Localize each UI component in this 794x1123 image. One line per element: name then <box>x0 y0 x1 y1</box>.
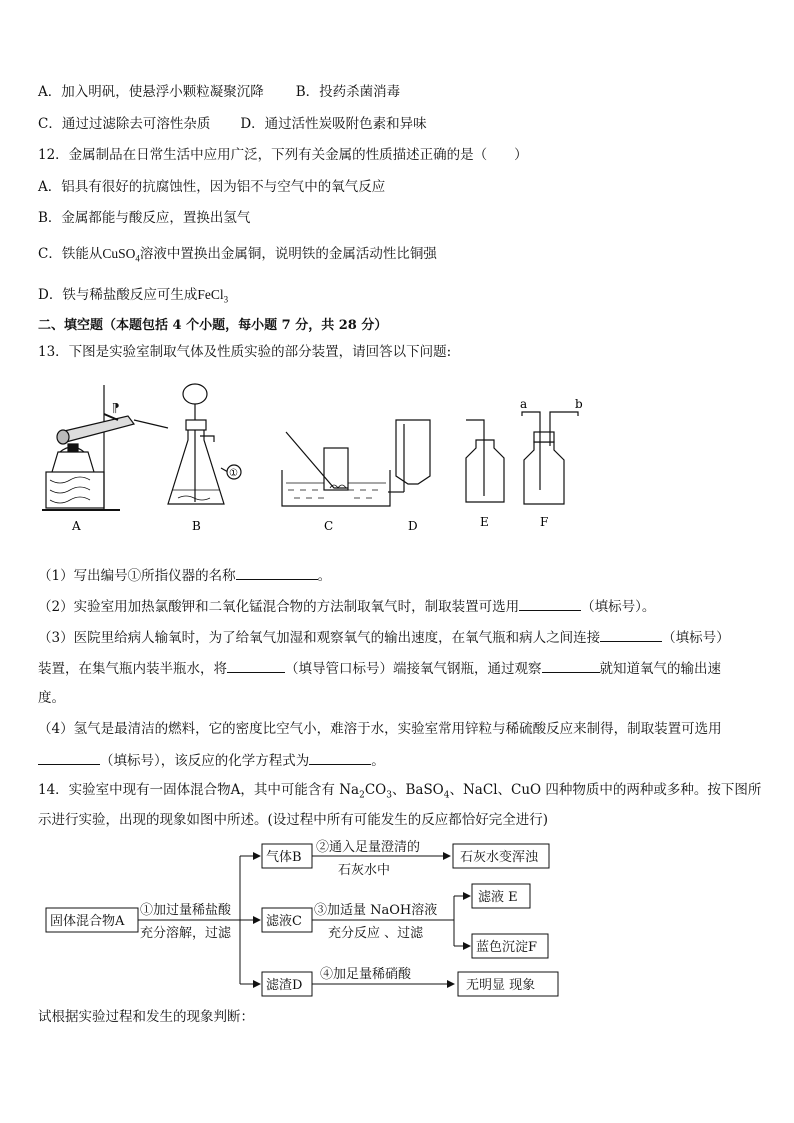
step4-label: ④加足量稀硝酸 <box>320 967 412 982</box>
q12-stem: 12．金属制品在日常生活中应用广泛，下列有关金属的性质描述正确的是（ ） <box>38 147 528 163</box>
label-f: F <box>540 515 549 529</box>
port-b: b <box>575 397 583 411</box>
q12-option-d: D．铁与稀盐酸反应可生成FeCl$_3$ <box>38 287 229 305</box>
apparatus-f <box>522 412 578 504</box>
q11-options-cd <box>38 115 427 133</box>
fecl3-formula: FeCl$_3$ <box>197 287 229 305</box>
flow-residue: 滤渣D <box>266 978 303 993</box>
q14-stem-line1: 14．实验室中现有一固体混合物A，其中可能含有 $Na_2CO_3$、BaSO$_4$、NaCl、CuO 四种物质中的两种或多种。按下图所 <box>38 782 762 801</box>
step2-label-2: 石灰水中 <box>338 863 391 878</box>
q13-part1: （1）写出编号①所指仪器的名称 。 <box>38 565 331 585</box>
q12-option-b: B．金属都能与酸反应，置换出氢气 <box>38 210 251 226</box>
marker-1: ① <box>229 468 238 479</box>
q13-part3-end: 度。 <box>38 690 65 706</box>
flow-gas: 气体B <box>266 850 302 865</box>
apparatus-e <box>466 420 504 502</box>
answer-blank[interactable] <box>38 750 100 765</box>
q12-option-a: A．铝具有很好的抗腐蚀性，因为铝不与空气中的氧气反应 <box>38 179 386 195</box>
q13-part3: （3）医院里给病人输氧时，为了给氧气加湿和观察氧气的输出速度，在氧气瓶和病人之间连接 （填标号） <box>38 627 730 647</box>
flow-result2: 石灰水变浑浊 <box>460 850 539 865</box>
flow-filtrate-e: 滤液 E <box>478 890 518 905</box>
answer-blank[interactable] <box>519 596 581 611</box>
step1-label-2: 充分溶解，过滤 <box>140 926 232 941</box>
q11-option-a: A．加入明矾，使悬浮小颗粒凝聚沉降 <box>38 84 264 100</box>
q14-stem-line2: 示进行实验，出现的现象如图中所述。(设过程中所有可能发生的反应都恰好完全进行) <box>38 812 549 828</box>
q13-part3-cont: 装置，在集气瓶内装半瓶水，将 （填导管口标号）端接氧气钢瓶，通过观察 就知道氧气的输出速 <box>38 658 721 678</box>
apparatus-a <box>42 385 168 510</box>
answer-blank[interactable] <box>600 627 662 642</box>
flow-precip-f: 蓝色沉淀F <box>476 940 538 955</box>
q14-ending: 试根据实验过程和发生的现象判断： <box>38 1009 254 1025</box>
flow-result4: 无明显 现象 <box>466 978 536 993</box>
section-title: 二、填空题（本题包括 4 个小题，每小题 7 分，共 28 分） <box>38 318 388 333</box>
apparatus-b <box>168 384 241 504</box>
q11-option-d: D．通过活性炭吸附色素和异味 <box>240 116 427 132</box>
label-a: A <box>72 519 81 533</box>
step3-label: ③加适量 NaOH溶液 <box>314 903 438 918</box>
answer-blank[interactable] <box>542 658 600 673</box>
port-a: a <box>520 397 528 411</box>
apparatus-d <box>388 420 430 492</box>
q13-part2: （2）实验室用加热氯酸钾和二氧化锰混合物的方法制取氧气时，制取装置可选用 （填标号）。 <box>38 596 655 616</box>
step3-label-2: 充分反应 、过滤 <box>328 926 424 941</box>
answer-blank[interactable] <box>309 750 371 765</box>
label-d: D <box>408 519 418 533</box>
experiment-flowchart <box>38 838 598 998</box>
q11-option-b: B．投药杀菌消毒 <box>295 84 401 100</box>
answer-blank[interactable] <box>236 565 318 580</box>
answer-blank[interactable] <box>227 658 285 673</box>
q11-option-c: C．通过过滤除去可溶性杂质 <box>38 116 211 132</box>
flow-start: 固体混合物A <box>50 914 125 929</box>
step1-label: ①加过量稀盐酸 <box>140 903 232 918</box>
q12-option-c: C．铁能从CuSO$_4$溶液中置换出金属铜，说明铁的金属活动性比铜强 <box>38 246 437 264</box>
apparatus-c <box>282 432 390 506</box>
flow-filtrate: 滤液C <box>266 914 302 929</box>
q13-part4: （4）氢气是最清洁的燃料，它的密度比空气小，难溶于水，实验室常用锌粒与稀硫酸反应来制得，制取装置可选用 <box>38 721 722 737</box>
label-c: C <box>324 519 334 533</box>
q13-part4-cont: （填标号），该反应的化学方程式为 。 <box>38 750 385 770</box>
svg-text:⁋: ⁋ <box>112 401 120 415</box>
q13-stem: 13．下图是实验室制取气体及性质实验的部分装置，请回答以下问题: <box>38 344 452 360</box>
cuso4-formula: CuSO$_4$ <box>102 246 140 264</box>
step2-label: ②通入足量澄清的 <box>316 840 421 855</box>
label-e: E <box>480 515 489 529</box>
lab-apparatus-figure <box>38 380 598 538</box>
label-b: B <box>192 519 201 533</box>
q11-options-ab <box>38 83 400 101</box>
